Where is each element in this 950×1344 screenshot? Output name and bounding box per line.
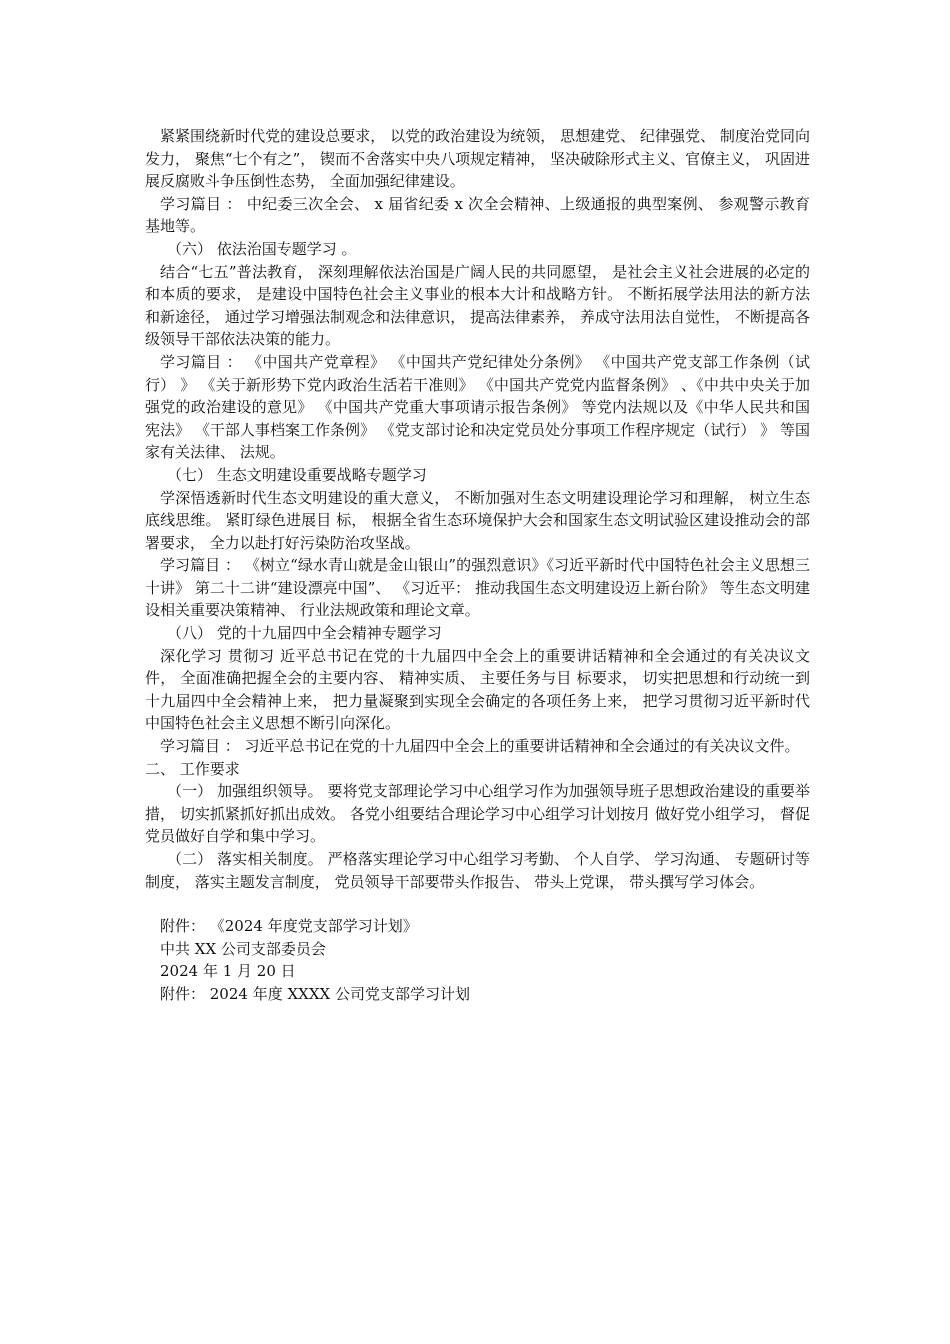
heading-rule-of-law: （六） 依法治国专题学习 。 xyxy=(167,239,357,258)
footer-attachment: 附件： 《2024 年度党支部学习计划》 xyxy=(160,917,418,936)
paragraph-organization-leadership: （一） 加强组织领导。 要将党支部理论学习中心组学习作为加强领导班子思想政治建设的重要举措， 切实抓紧抓好抓出成效。 各党小组要结合理论学习中心组学习计划按月 做好党小组学习， 督促党员做好自学和集中学习。 xyxy=(145,782,810,846)
paragraph-fourth-plenum-readings: 学习篇目 ： 习近平总书记在党的十九届四中全会上的重要讲话精神和全会通过的有关决议文件。 xyxy=(160,737,800,756)
footer-date: 2024 年 1 月 20 日 xyxy=(160,962,296,981)
heading-fourth-plenum: （八） 党的十九届四中全会精神专题学习 xyxy=(167,624,442,643)
footer-attachment-title: 附件： 2024 年度 XXXX 公司党支部学习计划 xyxy=(160,984,470,1003)
paragraph-discipline-readings: 学习篇目 ： 中纪委三次全会、 x 届省纪委 x 次全会精神、上级通报的典型案例、 参观警示教育基地等。 xyxy=(145,194,810,236)
paragraph-implement-systems: （二） 落实相关制度。 严格落实理论学习中心组学习考勤、 个人自学、 学习沟通、 专题研讨等制度， 落实主题发言制度， 党员领导干部要带头作报告、 带头上党课， 带头撰写学习体会。 xyxy=(145,850,810,891)
footer-organization: 中共 XX 公司支部委员会 xyxy=(160,939,326,958)
paragraph-discipline-intro: 紧紧围绕新时代党的建设总要求， 以党的政治建设为统领， 思想建党、 纪律强党、 制度治党同向发力， 聚焦“七个有之”， 锲而不舍落实中央八项规定精神， 坚决破除形式主义、官僚主义， 巩固进展反腐败斗争压倒性态势， 全面加强纪律建设。 xyxy=(145,127,810,191)
section-work-requirements: 二、 工作要求 xyxy=(145,759,240,778)
paragraph-rule-of-law-readings: 学习篇目 ： 《中国共产党章程》 《中国共产党纪律处分条例》 《中国共产党支部工作条例（试行） 》 《关于新形势下党内政治生活若干准则》 《中国共产党党内监督条例》 、《中共中央关于加强党的政治建设的意见》 《中国共产党重大事项请示报告条例》 等党内法规以及《中华人民共和国宪法》 《干部人事档案工作条例》 《党支部讨论和决定党员处分事项工作程序规定（试行） 》 等国家有关法律、 法规。 xyxy=(145,352,810,462)
heading-ecology: （七） 生态文明建设重要战略专题学习 xyxy=(167,465,427,484)
paragraph-fourth-plenum-intro: 深化学习 贯彻习 近平总书记在党的十九届四中全会上的重要讲话精神和全会通过的有关决议文件， 全面准确把握全会的主要内容、 精神实质、 主要任务与目 标要求， 切实把思想和行动统一到十九届四中全会精神上来， 把力量凝聚到实现全会确定的各项任务上来， 把学习贯彻习近平新时代中国特色社会主义思想不断引向深化。 xyxy=(145,646,810,733)
paragraph-ecology-readings: 学习篇目 ： 《树立“绿水青山就是金山银山”的强烈意识》《习近平新时代中国特色社会主义思想三十讲》 第二十二讲“建设漂亮中国”、 《习近平： 推动我国生态文明建设迈上新台阶》 等生态文明建设相关重要决策精神、 行业法规政策和理论文章。 xyxy=(145,556,810,620)
spacer xyxy=(145,893,810,915)
paragraph-rule-of-law-intro: 结合“七五”普法教育， 深刻理解依法治国是广阔人民的共同愿望， 是社会主义社会进展的必定的和本质的要求， 是建设中国特色社会主义事业的根本大计和战略方针。 不断拓展学法用法的新方法和新途径， 通过学习增强法制观念和法律意识， 提高法律素养， 养成守法用法自觉性， 不断提高各级领导干部依法决策的能力。 xyxy=(145,262,810,349)
paragraph-ecology-intro: 学深悟透新时代生态文明建设的重大意义， 不断加强对生态文明建设理论学习和理解， 树立生态底线思维。 紧盯绿色进展目 标， 根据全省生态环境保护大会和国家生态文明试验区建设推动会的部署要求， 全力以赴打好污染防治攻坚战。 xyxy=(145,488,810,552)
document-body xyxy=(145,125,810,1006)
